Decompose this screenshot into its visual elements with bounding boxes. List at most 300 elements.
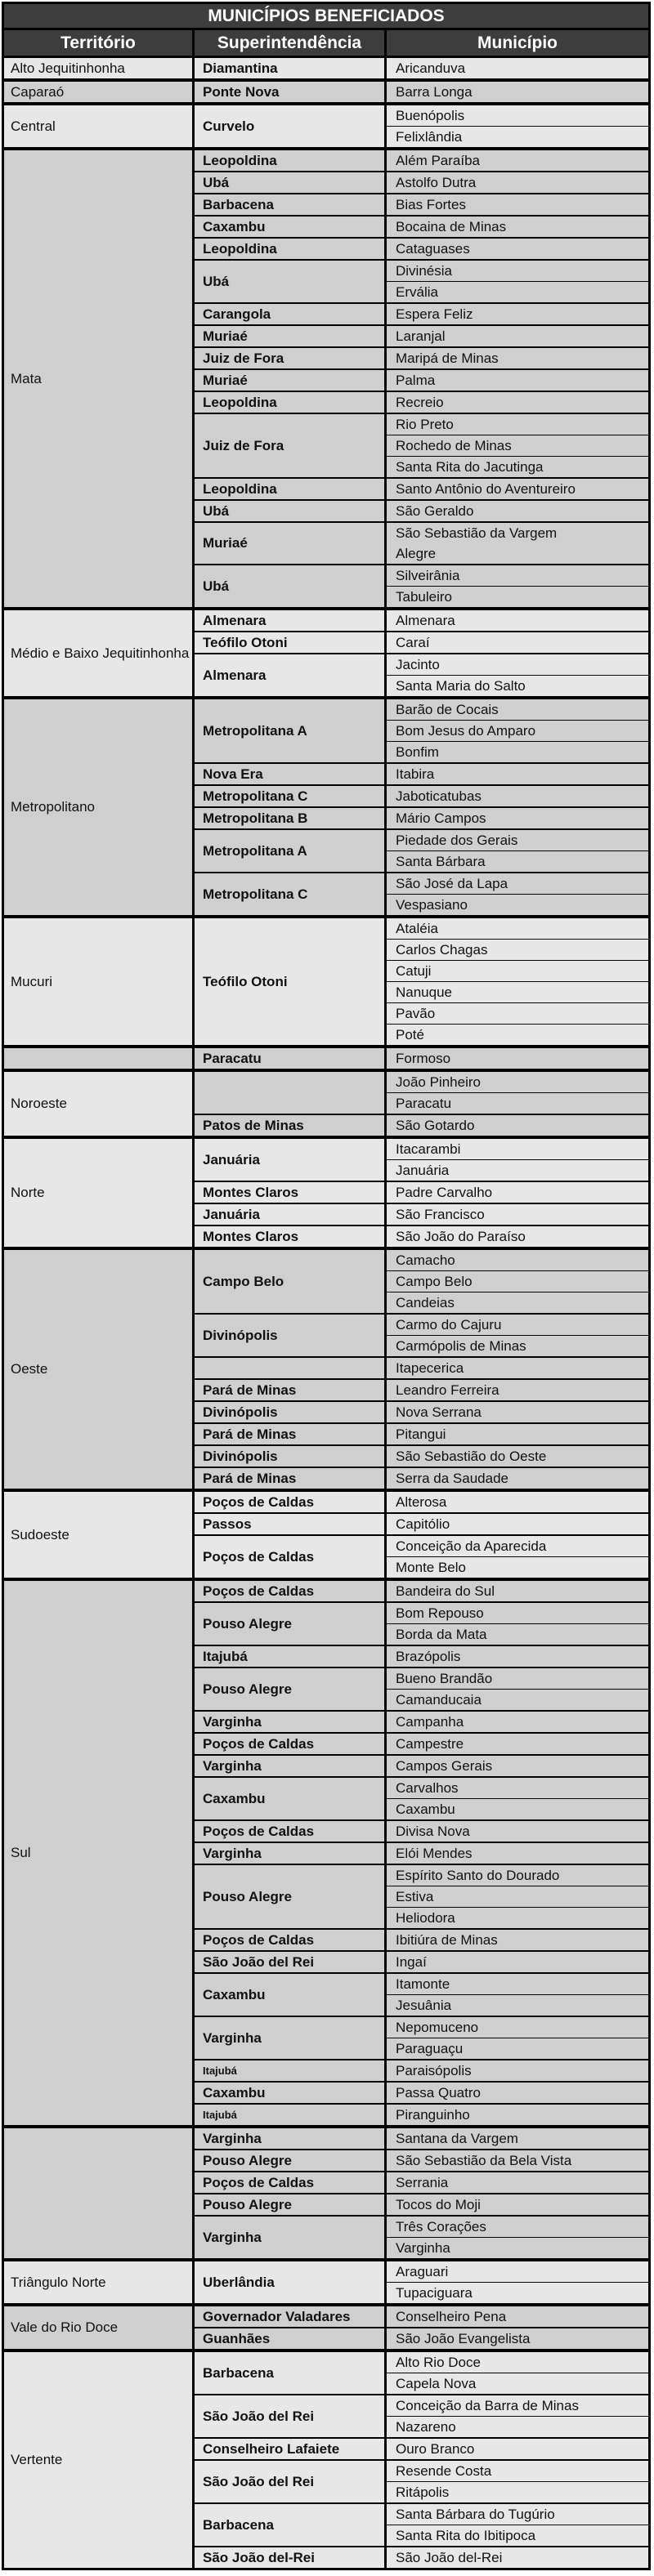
- municipio-cell: Pavão: [387, 1002, 648, 1024]
- superintendence-group: [195, 2459, 648, 2502]
- municipio-cell: Serra da Saudade: [387, 1468, 648, 1489]
- superintendence-groups: [195, 918, 648, 1045]
- municipality-list: [387, 2504, 648, 2546]
- municipality-list: [387, 370, 648, 391]
- superintendencia-cell: Muriaé: [195, 523, 387, 564]
- municipio-cell: Catuji: [387, 960, 648, 981]
- superintendencia-cell: Pouso Alegre: [195, 1668, 387, 1710]
- municipio-cell: Leandro Ferreira: [387, 1380, 648, 1400]
- superintendencia-cell: Caxambu: [195, 1974, 387, 2016]
- municipality-list: [387, 58, 648, 78]
- superintendence-group: [195, 477, 648, 499]
- municipio-cell: Padre Carvalho: [387, 1182, 648, 1203]
- superintendence-group: [195, 391, 648, 413]
- municipio-cell: Caxambu: [387, 1798, 648, 1819]
- territory-band: [4, 696, 648, 915]
- superintendence-groups: [195, 150, 648, 607]
- municipality-list: [387, 1446, 648, 1467]
- municipio-cell: Conceição da Aparecida: [387, 1536, 648, 1556]
- municipality-list: [387, 2150, 648, 2171]
- municipality-list: [387, 217, 648, 237]
- table-header: [4, 30, 648, 58]
- municipality-list: [387, 873, 648, 915]
- municipio-cell: Conselheiro Pena: [387, 2306, 648, 2327]
- superintendencia-cell: Metropolitana A: [195, 830, 387, 872]
- superintendence-group: [195, 784, 648, 806]
- municipio-cell: Piranguinho: [387, 2105, 648, 2125]
- municipio-cell: Jesuânia: [387, 1994, 648, 2016]
- superintendence-group: [195, 2502, 648, 2546]
- municipio-cell: Cataguases: [387, 239, 648, 259]
- superintendencia-cell: Divinópolis: [195, 1446, 387, 1467]
- municipality-list: [387, 2217, 648, 2258]
- superintendencia-cell: Metropolitana B: [195, 808, 387, 828]
- municipio-cell: São Geraldo: [387, 501, 648, 521]
- municipio-cell: Nova Serrana: [387, 1402, 648, 1422]
- superintendence-group: [195, 58, 648, 78]
- superintendencia-cell: Leopoldina: [195, 392, 387, 413]
- superintendencia-cell: Varginha: [195, 1843, 387, 1864]
- municipio-cell: São João del-Rei: [387, 2547, 648, 2568]
- municipality-list: [387, 632, 648, 653]
- superintendencia-cell: Caxambu: [195, 217, 387, 237]
- superintendence-group: [195, 171, 648, 193]
- municipality-list: [387, 2194, 648, 2215]
- superintendence-group: [195, 413, 648, 477]
- superintendencia-cell: Caxambu: [195, 1778, 387, 1819]
- municipio-cell: São Sebastião da Vargem Alegre: [387, 523, 648, 564]
- territory-cell: Vertente: [4, 2352, 195, 2568]
- superintendence-groups: [195, 105, 648, 147]
- municipio-cell: Carlos Chagas: [387, 939, 648, 960]
- territory-cell: [4, 1048, 195, 1069]
- municipality-list: [387, 2547, 648, 2568]
- superintendence-group: [195, 215, 648, 237]
- territory-cell: Oeste: [4, 1250, 195, 1489]
- territory-band: [4, 1136, 648, 1247]
- superintendence-group: [195, 1181, 648, 1203]
- superintendence-group: [195, 1467, 648, 1489]
- superintendence-group: [195, 1928, 648, 1950]
- superintendence-group: [195, 1356, 648, 1378]
- municipio-cell: Capela Nova: [387, 2373, 648, 2394]
- municipality-list: [387, 1492, 648, 1512]
- municipio-cell: Santa Rita do Jacutinga: [387, 456, 648, 477]
- municipio-cell: Espírito Santo do Dourado: [387, 1865, 648, 1886]
- table-body: [4, 58, 648, 2568]
- municipality-list: [387, 1778, 648, 1819]
- superintendencia-cell: São João del Rei: [195, 1952, 387, 1972]
- municipio-cell: Nazareno: [387, 2416, 648, 2437]
- municipality-list: [387, 2083, 648, 2103]
- municipio-cell: São José da Lapa: [387, 873, 648, 894]
- superintendence-groups: [195, 699, 648, 915]
- municipality-list: [387, 348, 648, 368]
- superintendence-group: [195, 1225, 648, 1247]
- municipality-list: [387, 1821, 648, 1842]
- territory-band: [4, 78, 648, 102]
- superintendence-group: [195, 237, 648, 259]
- superintendence-groups: [195, 1250, 648, 1489]
- municipality-list: [387, 918, 648, 1045]
- municipio-cell: Itabira: [387, 764, 648, 784]
- superintendence-group: [195, 762, 648, 784]
- municipality-list: [387, 1930, 648, 1950]
- municipality-list: [387, 2328, 648, 2349]
- territory-cell: Metropolitano: [4, 699, 195, 915]
- municipality-list: [387, 501, 648, 521]
- municipio-cell: Ritápolis: [387, 2481, 648, 2502]
- superintendence-group: [195, 193, 648, 215]
- territory-band: [4, 2125, 648, 2258]
- municipality-list: [387, 1865, 648, 1928]
- superintendencia-cell: Teófilo Otoni: [195, 918, 387, 1045]
- municipio-cell: Ervália: [387, 281, 648, 302]
- municipality-list: [387, 194, 648, 215]
- municipality-list: [387, 1226, 648, 1247]
- column-header-municipio: Município: [477, 33, 558, 52]
- municipio-cell: Santa Rita do Ibitipoca: [387, 2525, 648, 2546]
- superintendencia-cell: Metropolitana A: [195, 699, 387, 762]
- municipio-cell: Ataléia: [387, 918, 648, 939]
- superintendence-groups: [195, 2128, 648, 2258]
- municipality-list: [387, 1072, 648, 1114]
- municipality-list: [387, 1581, 648, 1601]
- superintendencia-cell: Varginha: [195, 2128, 387, 2149]
- municipio-cell: Recreio: [387, 392, 648, 413]
- territory-cell: Médio e Baixo Jequitinhonha: [4, 610, 195, 696]
- municipio-cell: Campo Belo: [387, 1270, 648, 1292]
- superintendencia-cell: Muriaé: [195, 370, 387, 391]
- superintendencia-cell: Varginha: [195, 1756, 387, 1776]
- superintendencia-cell: Carangola: [195, 304, 387, 324]
- municipality-list: [387, 1358, 648, 1378]
- superintendence-group: [195, 346, 648, 368]
- municipio-cell: Paracatu: [387, 1092, 648, 1114]
- municipio-cell: Jaboticatubas: [387, 786, 648, 806]
- superintendencia-cell: Pará de Minas: [195, 1380, 387, 1400]
- superintendence-groups: [195, 610, 648, 696]
- municipio-cell: Bom Repouso: [387, 1603, 648, 1623]
- municipality-list: [387, 1048, 648, 1069]
- superintendence-group: [195, 82, 648, 102]
- superintendence-group: [195, 1444, 648, 1467]
- superintendencia-cell: Pouso Alegre: [195, 2194, 387, 2215]
- superintendencia-cell: Muriaé: [195, 326, 387, 346]
- municipality-list: [387, 1668, 648, 1710]
- territory-band: [4, 1489, 648, 1578]
- municipality-list: [387, 565, 648, 607]
- superintendencia-cell: São João del Rei: [195, 2461, 387, 2502]
- superintendencia-cell: Pará de Minas: [195, 1468, 387, 1489]
- municipio-cell: Aricanduva: [387, 58, 648, 78]
- municipality-list: [387, 1424, 648, 1444]
- municipality-list: [387, 1182, 648, 1203]
- territory-cell: Mucuri: [4, 918, 195, 1045]
- territory-band: [4, 2303, 648, 2349]
- superintendencia-cell: Juiz de Fora: [195, 348, 387, 368]
- superintendence-group: [195, 302, 648, 324]
- superintendencia-cell: Passos: [195, 1514, 387, 1534]
- superintendence-groups: [195, 82, 648, 102]
- superintendencia-cell: Januária: [195, 1204, 387, 1225]
- superintendence-group: [195, 1048, 648, 1069]
- municipio-cell: Serrania: [387, 2172, 648, 2193]
- superintendence-group: [195, 1819, 648, 1842]
- superintendencia-cell: Uberlândia: [195, 2261, 387, 2303]
- superintendencia-cell: Barbacena: [195, 194, 387, 215]
- superintendence-group: [195, 918, 648, 1045]
- superintendence-group: [195, 2306, 648, 2327]
- municipio-cell: Divinésia: [387, 261, 648, 281]
- municipio-cell: Bias Fortes: [387, 194, 648, 215]
- municipio-cell: Bom Jesus do Amparo: [387, 720, 648, 741]
- superintendence-group: [195, 1203, 648, 1225]
- territory-cell: [4, 2128, 195, 2258]
- superintendence-group: [195, 1667, 648, 1710]
- municipio-cell: Carmópolis de Minas: [387, 1335, 648, 1356]
- territory-band: [4, 607, 648, 696]
- superintendencia-cell: Governador Valadares: [195, 2306, 387, 2327]
- superintendence-groups: [195, 1581, 648, 2125]
- municipio-cell: Santa Bárbara: [387, 850, 648, 872]
- superintendence-group: [195, 1601, 648, 1645]
- superintendence-group: [195, 2103, 648, 2125]
- municipio-cell: Nanuque: [387, 981, 648, 1002]
- municipality-list: [387, 1974, 648, 2016]
- municipality-list: [387, 1756, 648, 1776]
- municipality-list: [387, 1204, 648, 1225]
- superintendence-groups: [195, 2261, 648, 2303]
- municipio-cell: João Pinheiro: [387, 1072, 648, 1092]
- municipio-cell: Tocos do Moji: [387, 2194, 648, 2215]
- superintendence-group: [195, 2327, 648, 2349]
- municipio-cell: Bonfim: [387, 741, 648, 762]
- municipio-cell: São João Evangelista: [387, 2328, 648, 2349]
- municipality-list: [387, 1712, 648, 1732]
- municipio-cell: Heliodora: [387, 1907, 648, 1928]
- superintendence-group: [195, 2394, 648, 2437]
- municipio-cell: Ingaí: [387, 1952, 648, 1972]
- superintendence-group: [195, 1864, 648, 1928]
- municipio-cell: Astolfo Dutra: [387, 172, 648, 193]
- municipality-list: [387, 1250, 648, 1313]
- superintendence-group: [195, 259, 648, 302]
- municipio-cell: Campestre: [387, 1734, 648, 1754]
- municipio-cell: Rochedo de Minas: [387, 435, 648, 456]
- territory-cell: Sudoeste: [4, 1492, 195, 1578]
- superintendence-group: [195, 150, 648, 171]
- municipio-cell: Santo Antônio do Aventureiro: [387, 479, 648, 499]
- municipality-list: [387, 1402, 648, 1422]
- superintendence-groups: [195, 1072, 648, 1136]
- superintendence-group: [195, 521, 648, 564]
- municipio-cell: Laranjal: [387, 326, 648, 346]
- municipality-list: [387, 1115, 648, 1136]
- municipio-cell: Conceição da Barra de Minas: [387, 2395, 648, 2416]
- superintendencia-cell: Pará de Minas: [195, 1424, 387, 1444]
- municipality-list: [387, 786, 648, 806]
- municipio-cell: Carmo do Cajuru: [387, 1315, 648, 1335]
- municipality-list: [387, 414, 648, 477]
- municipio-cell: Santa Bárbara do Tugúrio: [387, 2504, 648, 2525]
- municipality-list: [387, 1603, 648, 1645]
- superintendence-group: [195, 2128, 648, 2149]
- municipality-list: [387, 523, 648, 564]
- territory-band: [4, 147, 648, 607]
- municipio-cell: Carvalhos: [387, 1778, 648, 1798]
- superintendence-group: [195, 1776, 648, 1819]
- municipio-cell: Mário Campos: [387, 808, 648, 828]
- superintendence-group: [195, 1645, 648, 1667]
- municipio-cell: Ibitiúra de Minas: [387, 1930, 648, 1950]
- superintendence-group: [195, 631, 648, 653]
- superintendence-group: [195, 1114, 648, 1136]
- superintendence-group: [195, 1581, 648, 1601]
- municipio-cell: Monte Belo: [387, 1556, 648, 1578]
- superintendence-group: [195, 1492, 648, 1512]
- municipio-cell: Caraí: [387, 632, 648, 653]
- municipio-cell: São Sebastião do Oeste: [387, 1446, 648, 1467]
- superintendencia-cell: [195, 1072, 387, 1114]
- municipality-list: [387, 2352, 648, 2394]
- municipio-cell: Silveirânia: [387, 565, 648, 586]
- superintendence-groups: [195, 1139, 648, 1247]
- superintendence-group: [195, 1534, 648, 1578]
- superintendence-group: [195, 2171, 648, 2193]
- territory-band: [4, 1069, 648, 1136]
- territory-band: [4, 915, 648, 1045]
- territory-cell: Sul: [4, 1581, 195, 2125]
- superintendence-group: [195, 499, 648, 521]
- superintendence-groups: [195, 1492, 648, 1578]
- superintendencia-cell: Itajubá: [195, 1646, 387, 1667]
- municipio-cell: Itacarambi: [387, 1139, 648, 1159]
- superintendence-group: [195, 1139, 648, 1181]
- superintendencia-cell: Poços de Caldas: [195, 1930, 387, 1950]
- territory-band: [4, 1578, 648, 2125]
- municipio-cell: Alterosa: [387, 1492, 648, 1512]
- superintendencia-cell: Metropolitana C: [195, 786, 387, 806]
- municipio-cell: Bueno Brandão: [387, 1668, 648, 1689]
- municipality-list: [387, 808, 648, 828]
- superintendence-group: [195, 368, 648, 391]
- superintendencia-cell: São João del Rei: [195, 2395, 387, 2437]
- municipality-list: [387, 2439, 648, 2459]
- municipio-cell: Maripá de Minas: [387, 348, 648, 368]
- municipality-list: [387, 82, 648, 102]
- municipality-list: [387, 150, 648, 171]
- superintendencia-cell: Ubá: [195, 565, 387, 607]
- municipality-list: [387, 1646, 648, 1667]
- municipio-cell: Três Corações: [387, 2217, 648, 2237]
- superintendence-group: [195, 2081, 648, 2103]
- superintendence-group: [195, 1710, 648, 1732]
- superintendence-group: [195, 2016, 648, 2059]
- municipio-cell: Santana da Vargem: [387, 2128, 648, 2149]
- superintendence-group: [195, 2059, 648, 2081]
- superintendence-group: [195, 1072, 648, 1114]
- superintendence-group: [195, 1250, 648, 1313]
- superintendencia-cell: Montes Claros: [195, 1182, 387, 1203]
- superintendence-group: [195, 2149, 648, 2171]
- territory-band: [4, 2349, 648, 2568]
- superintendence-group: [195, 1972, 648, 2016]
- superintendencia-cell: Itajubá: [195, 2105, 387, 2125]
- municipio-cell: Buenópolis: [387, 105, 648, 126]
- municipality-list: [387, 1536, 648, 1578]
- municipio-cell: Campos Gerais: [387, 1756, 648, 1776]
- superintendence-group: [195, 324, 648, 346]
- municipality-list: [387, 239, 648, 259]
- superintendencia-cell: Conselheiro Lafaiete: [195, 2439, 387, 2459]
- municipality-list: [387, 304, 648, 324]
- column-header-territorio: Território: [4, 30, 195, 56]
- municipio-cell: São Gotardo: [387, 1115, 648, 1136]
- superintendencia-cell: Poços de Caldas: [195, 2172, 387, 2193]
- superintendencia-cell: Ubá: [195, 501, 387, 521]
- municipality-list: [387, 1843, 648, 1864]
- superintendencia-cell: Varginha: [195, 2017, 387, 2059]
- superintendencia-cell: Ubá: [195, 172, 387, 193]
- territory-cell: Noroeste: [4, 1072, 195, 1136]
- superintendencia-cell: Varginha: [195, 1712, 387, 1732]
- municipio-cell: Resende Costa: [387, 2461, 648, 2481]
- municipality-list: [387, 261, 648, 302]
- municipality-list: [387, 1468, 648, 1489]
- superintendence-group: [195, 564, 648, 607]
- superintendencia-cell: Poços de Caldas: [195, 1492, 387, 1512]
- municipio-cell: Vespasiano: [387, 894, 648, 915]
- municipality-list: [387, 2017, 648, 2059]
- municipio-cell: Felixlândia: [387, 126, 648, 147]
- municipio-cell: Tabuleiro: [387, 586, 648, 607]
- municipality-list: [387, 764, 648, 784]
- superintendencia-cell: Almenara: [195, 610, 387, 631]
- municipio-cell: Divisa Nova: [387, 1821, 648, 1842]
- municipality-list: [387, 1380, 648, 1400]
- municipio-cell: Ouro Branco: [387, 2439, 648, 2459]
- territory-cell: Triângulo Norte: [4, 2261, 195, 2303]
- superintendencia-cell: Januária: [195, 1139, 387, 1181]
- municipio-cell: Rio Preto: [387, 414, 648, 435]
- territory-cell: Vale do Rio Doce: [4, 2306, 195, 2349]
- superintendencia-cell: Barbacena: [195, 2504, 387, 2546]
- superintendencia-cell: Guanhães: [195, 2328, 387, 2349]
- superintendence-groups: [195, 1048, 648, 1069]
- municipio-cell: São Sebastião da Bela Vista: [387, 2150, 648, 2171]
- municipality-list: [387, 1139, 648, 1181]
- superintendence-group: [195, 2193, 648, 2215]
- superintendence-group: [195, 653, 648, 696]
- superintendence-group: [195, 1313, 648, 1356]
- superintendencia-cell: Montes Claros: [195, 1226, 387, 1247]
- territory-band: [4, 58, 648, 78]
- municipio-cell: Alto Rio Doce: [387, 2352, 648, 2373]
- municipio-cell: São João do Paraíso: [387, 1226, 648, 1247]
- superintendence-group: [195, 2352, 648, 2394]
- superintendence-group: [195, 1378, 648, 1400]
- municipality-list: [387, 2461, 648, 2502]
- territory-cell: Alto Jequitinhonha: [4, 58, 195, 78]
- territory-cell: Central: [4, 105, 195, 147]
- municipio-cell: São Francisco: [387, 1204, 648, 1225]
- municipality-list: [387, 1315, 648, 1356]
- municipality-list: [387, 2395, 648, 2437]
- municipality-list: [387, 1952, 648, 1972]
- superintendence-group: [195, 828, 648, 872]
- superintendencia-cell: Pouso Alegre: [195, 2150, 387, 2171]
